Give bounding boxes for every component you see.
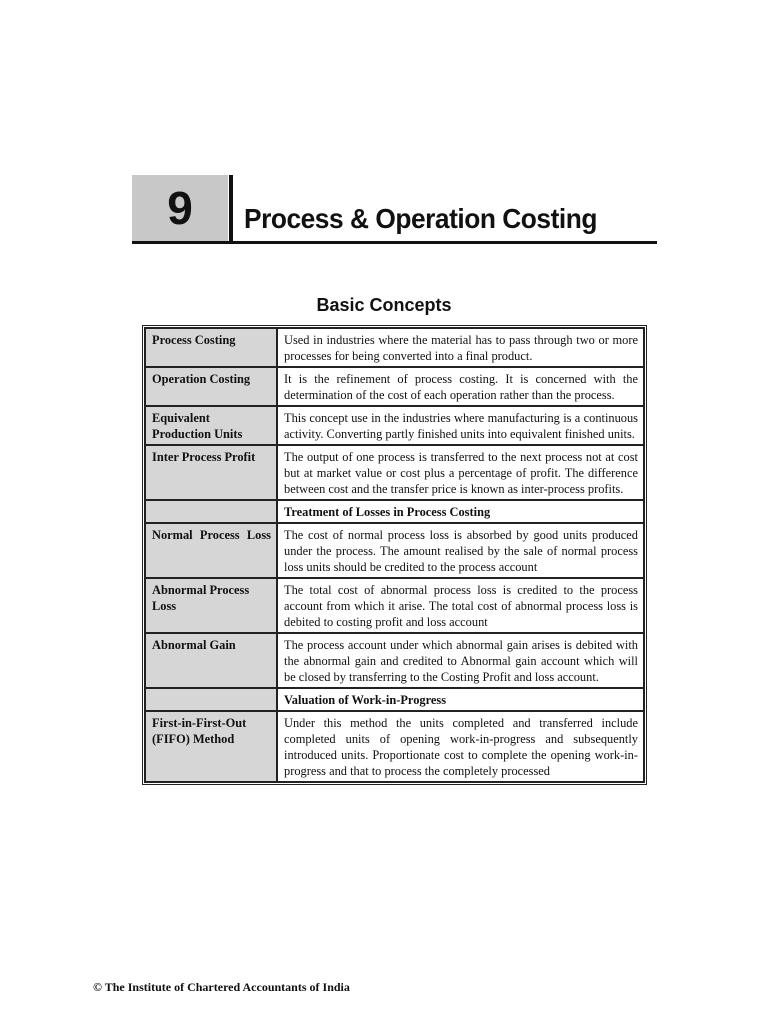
term-cell: Process Costing <box>145 328 277 367</box>
description-cell: Used in industries where the material has to pass through two or more processes for being converted into a final product. <box>277 328 644 367</box>
copyright-footer: © The Institute of Chartered Accountants of India <box>93 980 350 994</box>
term-text: Normal Process Loss <box>152 528 271 542</box>
description-cell: The total cost of abnormal process loss is credited to the process account from which it arise. The total cost of abnormal process loss is debited to costing profit and loss account <box>277 578 644 633</box>
term-cell: Operation Costing <box>145 367 277 406</box>
description-cell: The output of one process is transferred to the next process not at cost but at market value or cost plus a percentage of profit. The difference between cost and the transfer price is known as inter-process profits. <box>277 445 644 500</box>
table-subheading: Treatment of Losses in Process Costing <box>277 500 644 523</box>
description-cell: Under this method the units completed and transferred include completed units of opening work-in-progress and subsequently introduced units. Proportionate cost to complete the opening work-in-progress and that to process the completely processed <box>277 711 644 782</box>
term-cell-empty <box>145 688 277 711</box>
table-subheading-row <box>145 688 644 711</box>
table-row <box>145 406 644 445</box>
section-title: Basic Concepts <box>316 295 452 315</box>
term-cell: First-in-First-Out (FIFO) Method <box>145 711 277 782</box>
term-cell: Equivalent Production Units <box>145 406 277 445</box>
chapter-title: Process & Operation Costing <box>244 203 597 234</box>
table-row <box>145 328 644 367</box>
description-cell: It is the refinement of process costing. It is concerned with the determination of the cost of each operation rather than the process. <box>277 367 644 406</box>
description-cell: The cost of normal process loss is absorbed by good units produced under the process. The amount realised by the sale of normal process loss units should be credited to the process account <box>277 523 644 578</box>
table-row <box>145 523 644 578</box>
chapter-underline <box>132 241 657 244</box>
table-row <box>145 711 644 782</box>
chapter-header <box>132 175 657 245</box>
table-subheading: Valuation of Work-in-Progress <box>277 688 644 711</box>
table-subheading-row <box>145 500 644 523</box>
chapter-number: 9 <box>132 175 228 241</box>
description-cell: This concept use in the industries where manufacturing is a continuous activity. Converting partly finished units into equivalent finished units. <box>277 406 644 445</box>
table-row <box>145 445 644 500</box>
term-cell: Inter Process Profit <box>145 445 277 500</box>
term-cell <box>145 523 277 578</box>
table-row <box>145 578 644 633</box>
term-cell-empty <box>145 500 277 523</box>
description-cell: The process account under which abnormal gain arises is debited with the abnormal gain and credited to Abnormal gain account which will be closed by transferring to the Costing Profit and loss account. <box>277 633 644 688</box>
table-row <box>145 633 644 688</box>
basic-concepts-table <box>142 325 647 785</box>
term-cell: Abnormal Gain <box>145 633 277 688</box>
chapter-divider <box>229 175 233 243</box>
term-cell: Abnormal Process Loss <box>145 578 277 633</box>
table-row <box>145 367 644 406</box>
